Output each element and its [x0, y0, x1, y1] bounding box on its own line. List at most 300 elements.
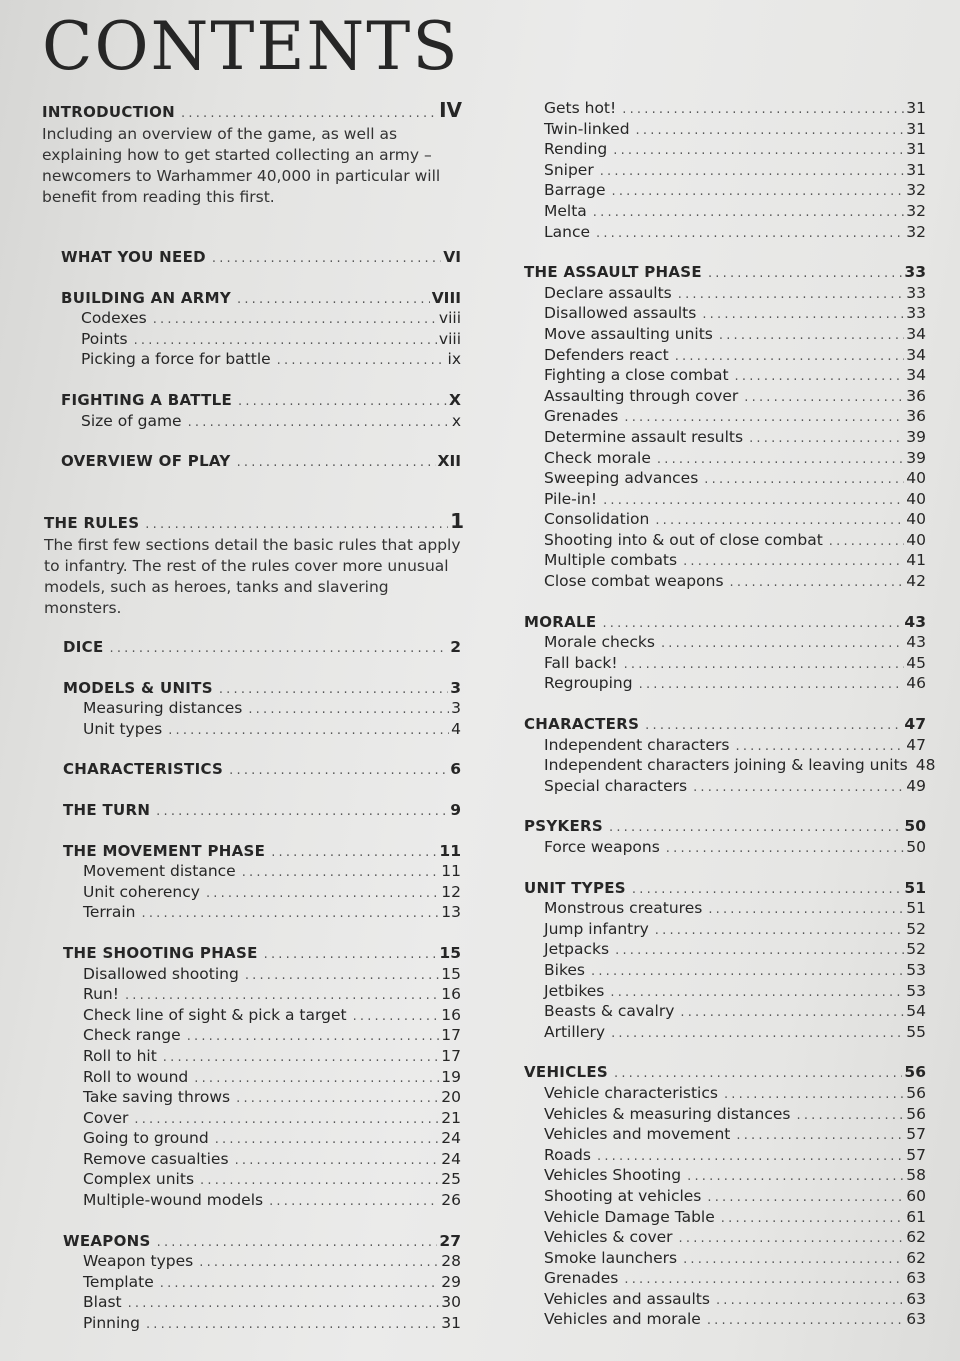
toc-entry[interactable] [63, 984, 461, 1005]
entry-label: Roads [544, 1145, 591, 1164]
toc-entry[interactable] [63, 1169, 461, 1190]
entry-page: 12 [441, 882, 461, 901]
toc-entry[interactable] [524, 386, 926, 407]
entry-page: 24 [441, 1129, 461, 1148]
dot-leader [622, 100, 904, 121]
dot-leader [593, 203, 904, 224]
entry-page: 33 [906, 283, 926, 302]
entry-label: Beasts & cavalry [544, 1002, 675, 1021]
entry-page: 26 [441, 1191, 461, 1210]
entry-label: Movement distance [83, 862, 236, 881]
toc-entry[interactable] [524, 365, 926, 386]
toc-entry[interactable] [63, 882, 461, 903]
entry-page: 27 [439, 1231, 461, 1250]
toc-entry[interactable] [524, 1186, 926, 1207]
entry-page: 56 [904, 1063, 926, 1082]
dot-leader [188, 413, 450, 434]
toc-section [61, 288, 461, 370]
entry-label: Shooting into & out of close combat [544, 530, 823, 549]
entry-label: BUILDING AN ARMY [61, 288, 232, 307]
toc-entry[interactable] [63, 1313, 461, 1334]
toc-section [524, 714, 936, 796]
entry-label: Points [81, 329, 128, 348]
toc-entry[interactable] [61, 411, 461, 432]
entry-label: Run! [83, 985, 119, 1004]
entry-label: Measuring distances [83, 699, 243, 718]
toc-entry[interactable] [524, 960, 926, 981]
entry-page: x [451, 411, 461, 430]
dot-leader [248, 700, 449, 721]
entry-page: 16 [441, 985, 461, 1004]
dot-leader [678, 285, 905, 306]
entry-label: Blast [83, 1293, 122, 1312]
entry-label: Twin-linked [544, 119, 630, 138]
toc-entry[interactable] [524, 1124, 926, 1145]
toc-section-heading[interactable] [524, 878, 926, 899]
dot-leader [200, 1171, 439, 1192]
toc-section [524, 878, 926, 1043]
toc-entry[interactable] [524, 222, 926, 243]
entry-page: 6 [450, 760, 461, 779]
toc-entry[interactable] [524, 324, 926, 345]
entry-page: 17 [441, 1046, 461, 1065]
toc-entry[interactable] [63, 1190, 461, 1211]
rules-description: The first few sections detail the basic rules that apply to infantry. The rest of the rules cover more unusual models, such as heroes, tanks and slavering monsters. [44, 535, 461, 617]
entry-label: Vehicles & measuring distances [544, 1104, 791, 1123]
toc-entry[interactable] [524, 489, 926, 510]
toc-entry[interactable] [63, 1251, 461, 1272]
toc-entry[interactable] [524, 98, 926, 119]
toc-entry[interactable] [524, 119, 926, 140]
entry-page: 50 [904, 817, 926, 836]
entry-page: 56 [906, 1104, 926, 1123]
toc-entry-the-rules[interactable] [44, 511, 464, 532]
toc-entry[interactable] [524, 160, 926, 181]
dot-leader [271, 843, 437, 864]
dot-leader [645, 716, 902, 737]
toc-section-heading[interactable] [61, 288, 461, 309]
toc-section-heading[interactable] [524, 714, 926, 735]
entry-page: 63 [906, 1269, 926, 1288]
entry-label: Picking a force for battle [81, 350, 271, 369]
dot-leader [707, 1311, 904, 1332]
dot-leader [199, 1253, 439, 1274]
entry-page: 13 [441, 903, 461, 922]
toc-section-heading[interactable] [61, 247, 461, 268]
dot-leader [683, 552, 904, 573]
entry-label: Independent characters joining & leaving units [544, 756, 908, 775]
toc-entry[interactable] [524, 1165, 926, 1186]
toc-section-heading[interactable] [63, 800, 461, 821]
toc-entry[interactable] [524, 837, 926, 858]
entry-label: Take saving throws [83, 1088, 231, 1107]
entry-page: 39 [906, 448, 926, 467]
dot-leader [596, 224, 904, 245]
entry-page: 53 [906, 981, 926, 1000]
dot-leader [215, 1130, 440, 1151]
entry-page: 17 [441, 1026, 461, 1045]
entry-label: Sniper [544, 160, 594, 179]
entry-page: 32 [906, 201, 926, 220]
toc-entry[interactable] [63, 1025, 461, 1046]
toc-section-heading[interactable] [63, 1231, 461, 1252]
toc-section-heading[interactable] [63, 943, 461, 964]
entry-page: 57 [906, 1125, 926, 1144]
dot-leader [128, 1294, 440, 1315]
introduction-section [42, 100, 462, 208]
toc-entry[interactable] [524, 1227, 926, 1248]
toc-entry[interactable] [524, 406, 926, 427]
toc-entry[interactable] [524, 303, 926, 324]
dot-leader [655, 511, 904, 532]
toc-entry[interactable] [63, 1067, 461, 1088]
entry-label: THE ASSAULT PHASE [524, 263, 702, 282]
entry-page: 15 [441, 964, 461, 983]
entry-page: 19 [441, 1067, 461, 1086]
dot-leader [679, 1229, 905, 1250]
dot-leader [157, 1233, 438, 1254]
dot-leader [611, 182, 904, 203]
entry-page: 31 [906, 99, 926, 117]
entry-page: 40 [906, 489, 926, 508]
toc-section-heading[interactable] [524, 262, 926, 283]
entry-page: 48 [915, 756, 936, 775]
entry-page: 50 [906, 838, 926, 856]
toc-entry[interactable] [524, 673, 926, 694]
entry-label: WHAT YOU NEED [61, 248, 206, 266]
entry-label: Morale checks [544, 633, 655, 652]
toc-entry[interactable] [524, 919, 926, 940]
toc-section [524, 1062, 926, 1330]
dot-leader [237, 453, 436, 474]
dot-leader [229, 761, 448, 782]
toc-entry[interactable] [63, 1272, 461, 1293]
entry-label: INTRODUCTION [42, 103, 176, 121]
dot-leader [702, 305, 904, 326]
entry-label: Unit coherency [83, 882, 200, 901]
toc-entry[interactable] [524, 530, 926, 551]
entry-label: Cover [83, 1108, 129, 1127]
entry-label: Weapon types [83, 1252, 194, 1271]
dot-leader [719, 326, 904, 347]
toc-entry[interactable] [61, 329, 461, 350]
entry-page: 53 [906, 960, 926, 979]
toc-entry[interactable] [524, 468, 926, 489]
toc-entry[interactable] [63, 1149, 461, 1170]
toc-entry[interactable] [524, 776, 926, 797]
entry-label: Barrage [544, 181, 606, 200]
entry-label: Remove casualties [83, 1149, 229, 1168]
toc-entry-introduction[interactable] [42, 100, 462, 121]
dot-leader [238, 392, 447, 413]
toc-entry[interactable] [524, 898, 926, 919]
toc-entry[interactable] [524, 1022, 926, 1043]
toc-entry[interactable] [524, 1248, 926, 1269]
toc-entry[interactable] [63, 902, 461, 923]
entry-page: 55 [906, 1022, 926, 1041]
toc-entry[interactable] [524, 1001, 926, 1022]
toc-entry[interactable] [63, 1005, 461, 1026]
toc-entry[interactable] [524, 632, 926, 653]
entry-page: 21 [441, 1108, 461, 1127]
entry-label: Gets hot! [544, 99, 617, 117]
entry-label: Codexes [81, 309, 147, 328]
entry-page: 31 [906, 140, 926, 159]
entry-label: Rending [544, 140, 608, 159]
dot-leader [134, 1110, 439, 1131]
entry-page: 51 [906, 899, 926, 918]
entry-page: 47 [904, 715, 926, 734]
dot-leader [269, 1192, 439, 1213]
entry-page: VI [443, 248, 461, 266]
entry-label: Pinning [83, 1314, 140, 1333]
dot-leader [624, 1270, 904, 1291]
entry-page: 57 [906, 1145, 926, 1164]
toc-section [63, 800, 461, 821]
toc-section [61, 247, 461, 268]
dot-leader [264, 945, 438, 966]
entry-page: 62 [906, 1248, 926, 1267]
toc-section-heading[interactable] [524, 1062, 926, 1083]
dot-leader [797, 1106, 905, 1127]
dot-leader [609, 818, 902, 839]
entry-page: 56 [906, 1083, 926, 1102]
entry-label: Vehicles and movement [544, 1125, 731, 1144]
entry-page: 2 [450, 638, 461, 656]
toc-section-heading[interactable] [61, 451, 461, 472]
entry-page: 3 [451, 699, 461, 718]
entry-label: Unit types [83, 719, 163, 738]
toc-entry[interactable] [524, 755, 936, 776]
entry-label: Template [83, 1272, 154, 1291]
entry-page: 31 [906, 119, 926, 138]
entry-label: Terrain [83, 903, 136, 922]
entry-label: Going to ground [83, 1129, 209, 1148]
toc-entry[interactable] [524, 201, 926, 222]
toc-entry[interactable] [524, 1145, 926, 1166]
toc-entry[interactable] [524, 283, 926, 304]
toc-section [63, 943, 461, 1211]
entry-label: Consolidation [544, 510, 650, 529]
dot-leader [156, 802, 448, 823]
toc-section [63, 637, 461, 658]
entry-page: 34 [906, 366, 926, 385]
entry-label: Shooting at vehicles [544, 1186, 702, 1205]
entry-page: 24 [441, 1149, 461, 1168]
entry-label: THE RULES [44, 514, 140, 532]
entry-label: Lance [544, 222, 591, 241]
toc-entry[interactable] [524, 653, 926, 674]
toc-entry[interactable] [524, 735, 926, 756]
toc-entry[interactable] [524, 1309, 926, 1330]
entry-label: Size of game [81, 411, 182, 430]
toc-entry[interactable] [524, 571, 926, 592]
toc-entry[interactable] [61, 308, 461, 329]
entry-label: VEHICLES [524, 1063, 609, 1082]
toc-section [63, 678, 461, 740]
entry-page: 63 [906, 1289, 926, 1308]
dot-leader [236, 1089, 439, 1110]
dot-leader [153, 310, 437, 331]
entry-label: Vehicles & cover [544, 1228, 673, 1247]
toc-section [524, 262, 926, 592]
page-title: CONTENTS [42, 8, 460, 85]
dot-leader [624, 655, 905, 676]
entry-page: 43 [906, 633, 926, 652]
entry-page: VIII [431, 288, 461, 307]
entry-page: 25 [441, 1170, 461, 1189]
toc-entry[interactable] [63, 1292, 461, 1313]
entry-label: Multiple combats [544, 551, 678, 570]
dot-leader [829, 532, 904, 553]
entry-label: Melta [544, 201, 587, 220]
toc-entry[interactable] [524, 345, 926, 366]
entry-page: XII [437, 452, 461, 471]
entry-page: 34 [906, 345, 926, 364]
dot-leader [716, 1291, 904, 1312]
entry-label: Jetpacks [544, 940, 610, 959]
dot-leader [744, 388, 904, 409]
introduction-description: Including an overview of the game, as well as explaining how to get started collecting an army – newcomers to Warhammer 40,000 in particular will benefit from reading this first. [42, 124, 441, 206]
toc-entry[interactable] [63, 1087, 461, 1108]
toc-entry[interactable] [63, 698, 461, 719]
entry-label: Grenades [544, 1269, 619, 1288]
entry-label: Roll to wound [83, 1067, 189, 1086]
dot-leader [194, 1069, 439, 1090]
entry-label: Special characters [544, 776, 688, 795]
entry-label: Multiple-wound models [83, 1191, 264, 1210]
entry-page: 1 [450, 509, 464, 533]
dot-leader [632, 880, 903, 901]
entry-page: 45 [906, 653, 926, 672]
entry-label: Regrouping [544, 674, 633, 693]
entry-label: MODELS & UNITS [63, 678, 213, 697]
dot-leader [141, 904, 439, 925]
entry-page: 40 [906, 530, 926, 549]
dot-leader [145, 515, 448, 536]
dot-leader [724, 1085, 904, 1106]
dot-leader [704, 470, 904, 491]
toc-section-heading[interactable] [63, 759, 461, 780]
toc-entry[interactable] [524, 448, 926, 469]
toc-entry[interactable] [524, 1104, 926, 1125]
dot-leader [730, 573, 905, 594]
toc-entry[interactable] [63, 1108, 461, 1129]
toc-entry[interactable] [63, 1046, 461, 1067]
entry-label: OVERVIEW OF PLAY [61, 452, 231, 471]
toc-entry[interactable] [524, 1207, 926, 1228]
toc-entry[interactable] [63, 1128, 461, 1149]
dot-leader [624, 408, 904, 429]
entry-page: 46 [906, 674, 926, 693]
dot-leader [277, 351, 446, 372]
entry-page: 29 [441, 1272, 461, 1291]
entry-page: 40 [906, 469, 926, 488]
entry-page: 32 [906, 181, 926, 200]
entry-label: Fighting a close combat [544, 366, 729, 385]
entry-label: Disallowed shooting [83, 964, 239, 983]
toc-section-heading[interactable] [63, 637, 461, 658]
entry-label: FIGHTING A BATTLE [61, 390, 233, 409]
entry-label: Sweeping advances [544, 469, 699, 488]
dot-leader [611, 1024, 904, 1045]
toc-entry[interactable] [524, 1268, 926, 1289]
entry-page: 15 [439, 943, 461, 962]
dot-leader [655, 921, 904, 942]
entry-page: 62 [906, 1228, 926, 1247]
entry-label: Disallowed assaults [544, 304, 697, 323]
entry-page: 34 [906, 324, 926, 343]
entry-label: THE MOVEMENT PHASE [63, 841, 266, 860]
entry-label: Determine assault results [544, 427, 744, 446]
entry-page: 4 [451, 719, 461, 738]
entry-page: 33 [904, 263, 926, 282]
toc-section-heading[interactable] [61, 390, 461, 411]
entry-label: CHARACTERISTICS [63, 760, 224, 779]
toc-entry[interactable] [524, 139, 926, 160]
dot-leader [219, 680, 448, 701]
toc-entry[interactable] [524, 1289, 926, 1310]
toc-entry[interactable] [524, 180, 926, 201]
dot-leader [168, 721, 449, 742]
entry-page: 30 [441, 1293, 461, 1312]
toc-section-heading[interactable] [63, 678, 461, 699]
toc-section-heading[interactable] [524, 816, 926, 837]
toc-section-heading[interactable] [524, 612, 926, 633]
dot-leader [661, 634, 904, 655]
entry-label: Pile-in! [544, 489, 598, 508]
toc-entry[interactable] [63, 719, 461, 740]
dot-leader [736, 1126, 904, 1147]
left-sections-column [63, 637, 461, 1354]
entry-label: THE TURN [63, 800, 151, 819]
dot-leader [636, 121, 905, 142]
entry-page: 16 [441, 1005, 461, 1024]
entry-label: DICE [63, 638, 104, 656]
entry-label: Vehicle Damage Table [544, 1207, 715, 1226]
toc-section [63, 759, 461, 780]
toc-entry[interactable] [63, 964, 461, 985]
entry-label: CHARACTERS [524, 715, 640, 734]
entry-page: 52 [906, 940, 926, 959]
entry-page: 42 [906, 572, 926, 591]
dot-leader [591, 962, 904, 983]
toc-entry[interactable] [524, 427, 926, 448]
entry-page: 47 [906, 735, 926, 754]
entry-label: Grenades [544, 407, 619, 426]
entry-label: Declare assaults [544, 283, 672, 302]
toc-entry[interactable] [524, 509, 926, 530]
entry-label: Artillery [544, 1022, 606, 1041]
entry-label: Vehicles and assaults [544, 1289, 710, 1308]
dot-leader [603, 491, 904, 512]
toc-section [63, 841, 461, 923]
toc-entry[interactable] [524, 981, 926, 1002]
dot-leader [657, 450, 904, 471]
toc-entry[interactable] [524, 550, 926, 571]
toc-entry[interactable] [61, 349, 461, 370]
entry-page: 39 [906, 427, 926, 446]
toc-section [61, 451, 461, 472]
dot-leader [749, 429, 904, 450]
dot-leader [708, 900, 904, 921]
toc-entry[interactable] [524, 939, 926, 960]
dot-leader [687, 1167, 904, 1188]
toc-entry[interactable] [524, 1083, 926, 1104]
toc-section-heading[interactable] [63, 841, 461, 862]
entry-page: 3 [450, 678, 461, 697]
toc-entry[interactable] [63, 861, 461, 882]
